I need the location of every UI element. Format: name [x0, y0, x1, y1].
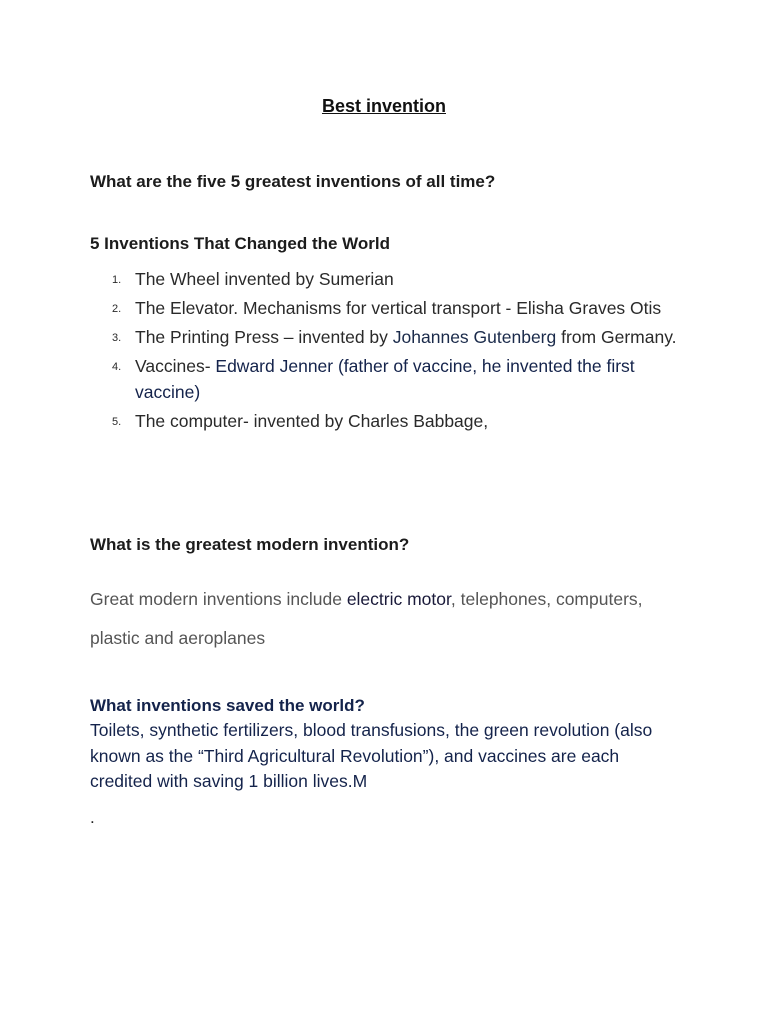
inventor-name: Johannes Gutenberg [392, 327, 557, 347]
modern-inventions-paragraph [90, 580, 690, 657]
list-item-text: The Elevator. Mechanisms for vertical transport - Elisha Graves Otis [135, 298, 662, 318]
modern-text-before: Great modern inventions include [90, 589, 347, 609]
list-number: 3. [112, 332, 122, 344]
list-item [90, 325, 680, 351]
question-saved-world: What inventions saved the world? [90, 696, 365, 715]
saved-world-paragraph: Toilets, synthetic fertilizers, blood transfusions, the green revolution (also known as the “Third Agricultural Revolution”), and vaccines are each credited with saving 1 billion lives.M [90, 720, 653, 791]
list-number: 5. [112, 415, 122, 428]
list-number: 2. [112, 303, 122, 315]
list-number: 1. [112, 274, 122, 286]
list-number: 4. [112, 361, 122, 373]
inventions-list [90, 267, 680, 438]
list-item [90, 296, 680, 322]
list-heading: 5 Inventions That Changed the World [90, 234, 391, 253]
list-item-text: The Wheel invented by Sumerian [135, 269, 394, 289]
electric-motor-link[interactable]: electric motor [346, 589, 451, 609]
inventor-name: Edward Jenner (father of vaccine, he invented the first vaccine) [135, 356, 635, 402]
trailing-dot: . [90, 808, 95, 827]
list-item-text: Vaccines- [135, 356, 216, 376]
question-greatest-inventions: What are the five 5 greatest inventions of all time? [90, 172, 496, 191]
list-item-text: The computer- invented by Charles Babbage, [135, 410, 489, 431]
modern-text-after: , telephones, computers, plastic and aeroplanes [90, 589, 643, 648]
list-item [90, 409, 680, 435]
list-item [90, 354, 680, 405]
document-title: Best invention [321, 96, 446, 116]
list-item-text-tail: from Germany. [556, 327, 677, 347]
list-item [90, 267, 680, 293]
question-modern-invention: What is the greatest modern invention? [90, 535, 410, 554]
list-item-text: The Printing Press – invented by [135, 327, 393, 347]
